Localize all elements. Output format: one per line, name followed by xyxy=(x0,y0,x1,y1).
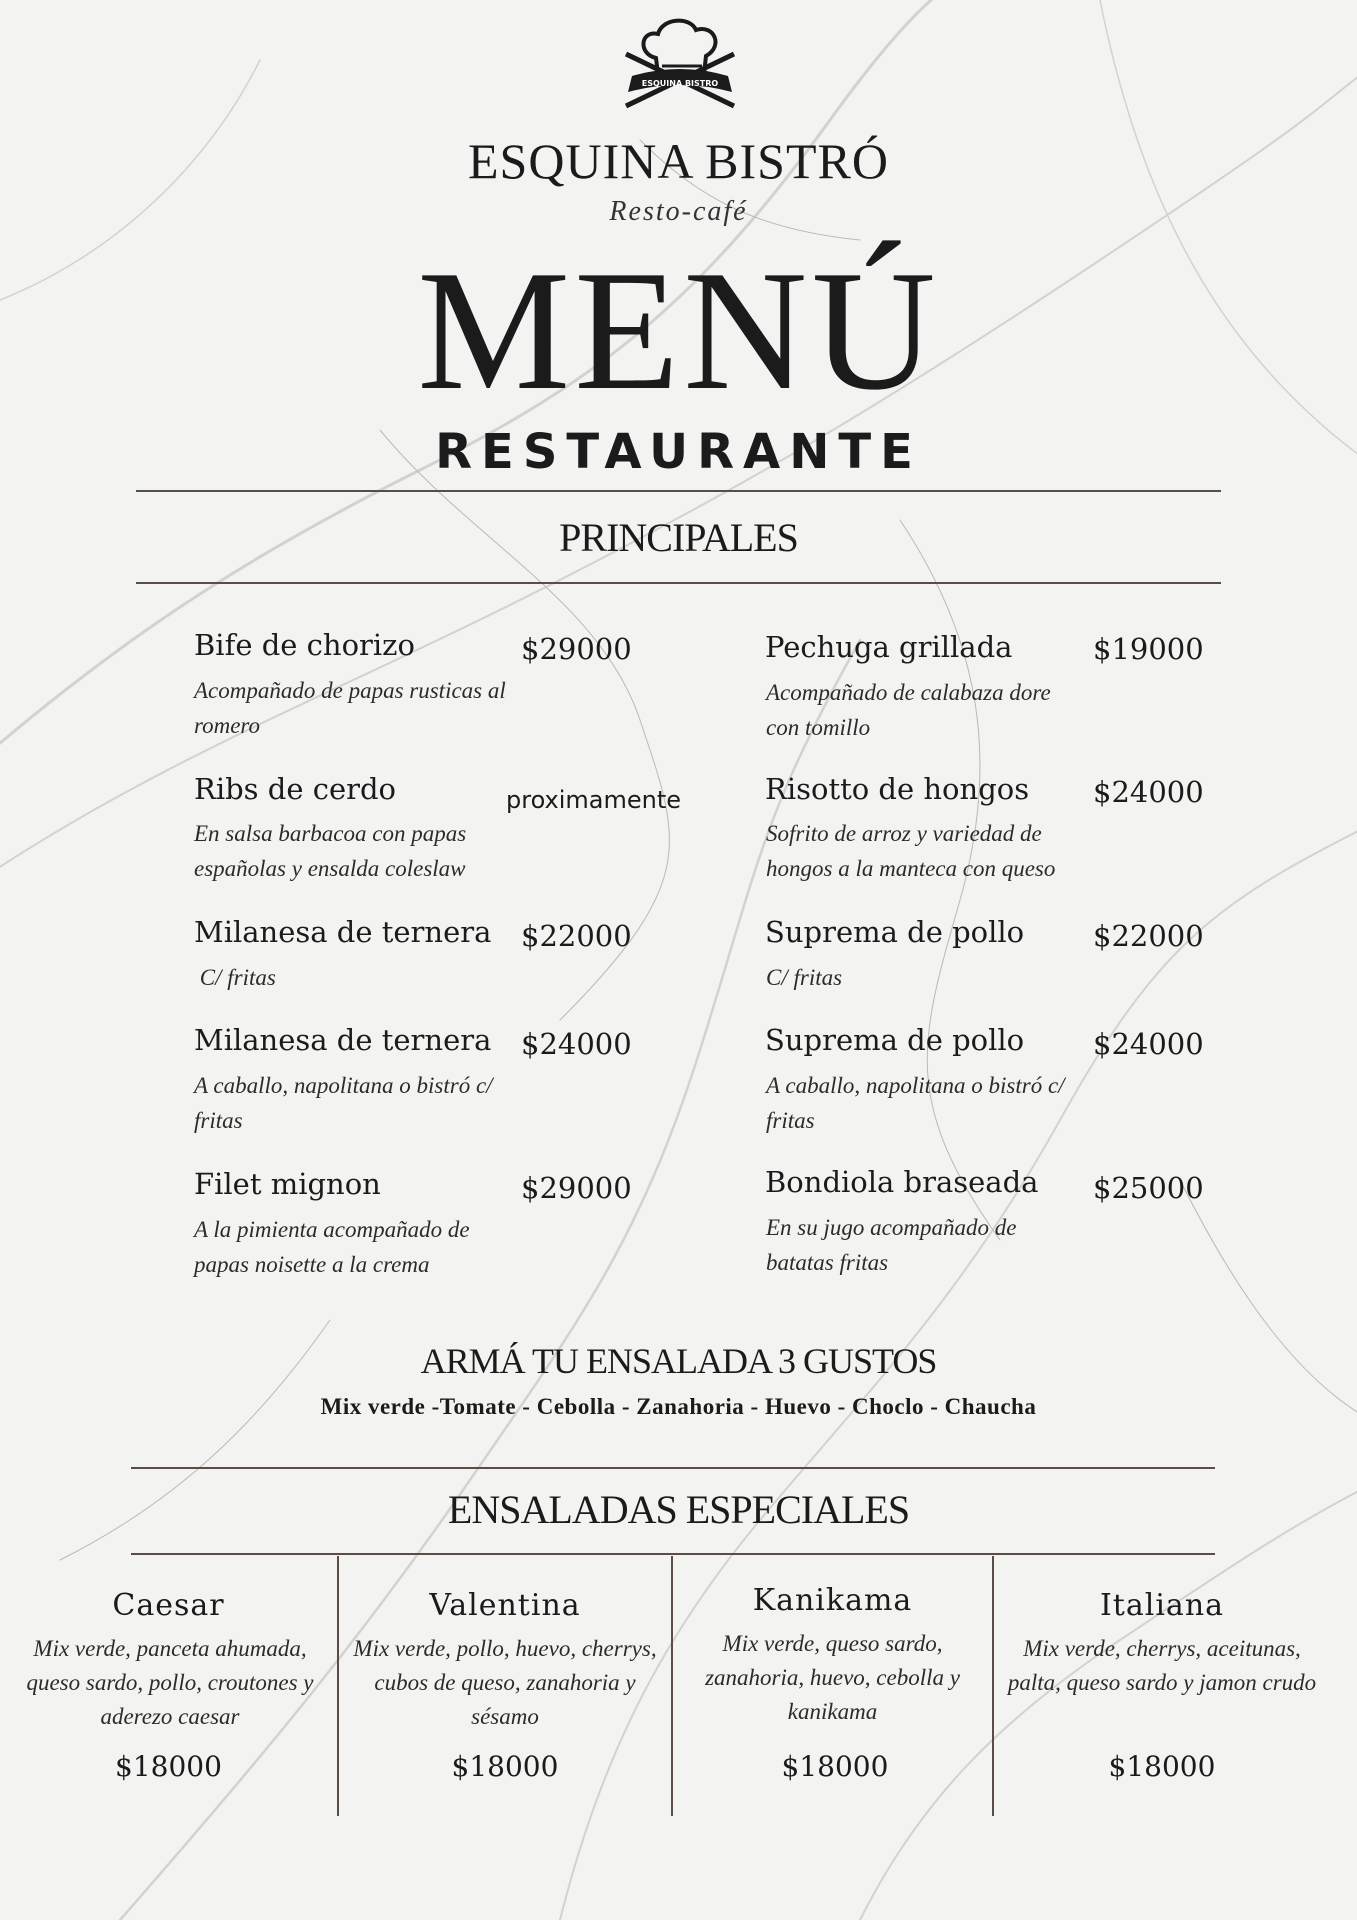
build-salad-ingredients: Mix verde -Tomate - Cebolla - Zanahoria - Huevo - Choclo - Chaucha xyxy=(320,1394,1037,1419)
divider xyxy=(131,1467,1215,1469)
restaurante-subtitle: RESTAURANTE xyxy=(435,424,922,480)
salad-name: Italiana xyxy=(1099,1588,1225,1623)
chef-hat-logo xyxy=(618,14,742,114)
dish-description: C/ fritas xyxy=(194,965,276,990)
dish-description: A la pimienta acompañado de papas noisette a la crema xyxy=(194,1217,470,1277)
dish-description: A caballo, napolitana o bistró c/ fritas xyxy=(194,1073,493,1133)
divider xyxy=(131,1553,1215,1555)
dish-description: En salsa barbacoa con papas españolas y ensalda coleslaw xyxy=(194,821,467,881)
dish-name: Bife de chorizo xyxy=(194,628,415,662)
dish-description: Acompañado de papas rusticas al romero xyxy=(194,678,506,738)
salad-name: Kanikama xyxy=(752,1583,913,1618)
dish-name: Suprema de pollo xyxy=(765,1023,1025,1057)
section-title-principales: PRINCIPALES xyxy=(559,515,798,560)
salad-price: $18000 xyxy=(115,1750,222,1783)
dish-description: Acompañado de calabaza dore con tomillo xyxy=(766,680,1051,740)
build-salad-title: ARMÁ TU ENSALADA 3 GUSTOS xyxy=(420,1341,937,1381)
dish-name: Risotto de hongos xyxy=(765,772,1030,806)
salad-description: Mix verde, queso sardo, zanahoria, huevo, cebolla y kanikama xyxy=(705,1631,960,1724)
salad-description: Mix verde, cherrys, aceitunas, palta, queso sardo y jamon crudo xyxy=(1007,1636,1317,1695)
salad-name: Caesar xyxy=(112,1588,225,1623)
dish-name: Ribs de cerdo xyxy=(194,772,397,806)
dish-name: Filet mignon xyxy=(194,1167,381,1201)
salad-price: $18000 xyxy=(451,1750,559,1783)
salad-description: Mix verde, panceta ahumada, queso sardo, pollo, croutones y aderezo caesar xyxy=(26,1636,314,1729)
dish-description: C/ fritas xyxy=(766,965,843,990)
tagline: Resto-café xyxy=(609,196,748,227)
divider xyxy=(136,582,1221,584)
divider xyxy=(136,490,1221,492)
dish-description: En su jugo acompañado de batatas fritas xyxy=(766,1215,1017,1275)
dish-price: $25000 xyxy=(1093,1171,1204,1205)
section-title-ensaladas-especiales: ENSALADAS ESPECIALES xyxy=(447,1487,910,1532)
menu-title: MENÚ xyxy=(417,236,940,426)
salad-price: $18000 xyxy=(781,1750,889,1783)
dish-status: proximamente xyxy=(506,786,682,814)
logo-banner-text: ESQUINA BISTRO xyxy=(641,79,719,88)
dish-name: Suprema de pollo xyxy=(765,915,1025,949)
dish-price: $22000 xyxy=(1093,919,1204,953)
dish-price: $24000 xyxy=(1093,775,1204,809)
salad-name: Valentina xyxy=(429,1588,581,1623)
salad-price: $18000 xyxy=(1108,1750,1216,1783)
dish-price: $29000 xyxy=(521,1171,632,1205)
brand-name: ESQUINA BISTRÓ xyxy=(468,133,889,189)
dish-name: Milanesa de ternera xyxy=(194,915,492,949)
dish-name: Milanesa de ternera xyxy=(194,1023,492,1057)
dish-description: A caballo, napolitana o bistró c/ fritas xyxy=(766,1073,1065,1133)
dish-name: Pechuga grillada xyxy=(765,630,1013,664)
salad-description: Mix verde, pollo, huevo, cherrys, cubos de queso, zanahoria y sésamo xyxy=(353,1636,657,1729)
dish-price: $19000 xyxy=(1093,632,1204,666)
dish-description: Sofrito de arroz y variedad de hongos a la manteca con queso xyxy=(766,821,1056,881)
dish-price: $24000 xyxy=(521,1027,632,1061)
dish-price: $22000 xyxy=(521,919,632,953)
dish-price: $24000 xyxy=(1093,1027,1204,1061)
dish-name: Bondiola braseada xyxy=(765,1165,1039,1199)
dish-price: $29000 xyxy=(521,632,632,666)
